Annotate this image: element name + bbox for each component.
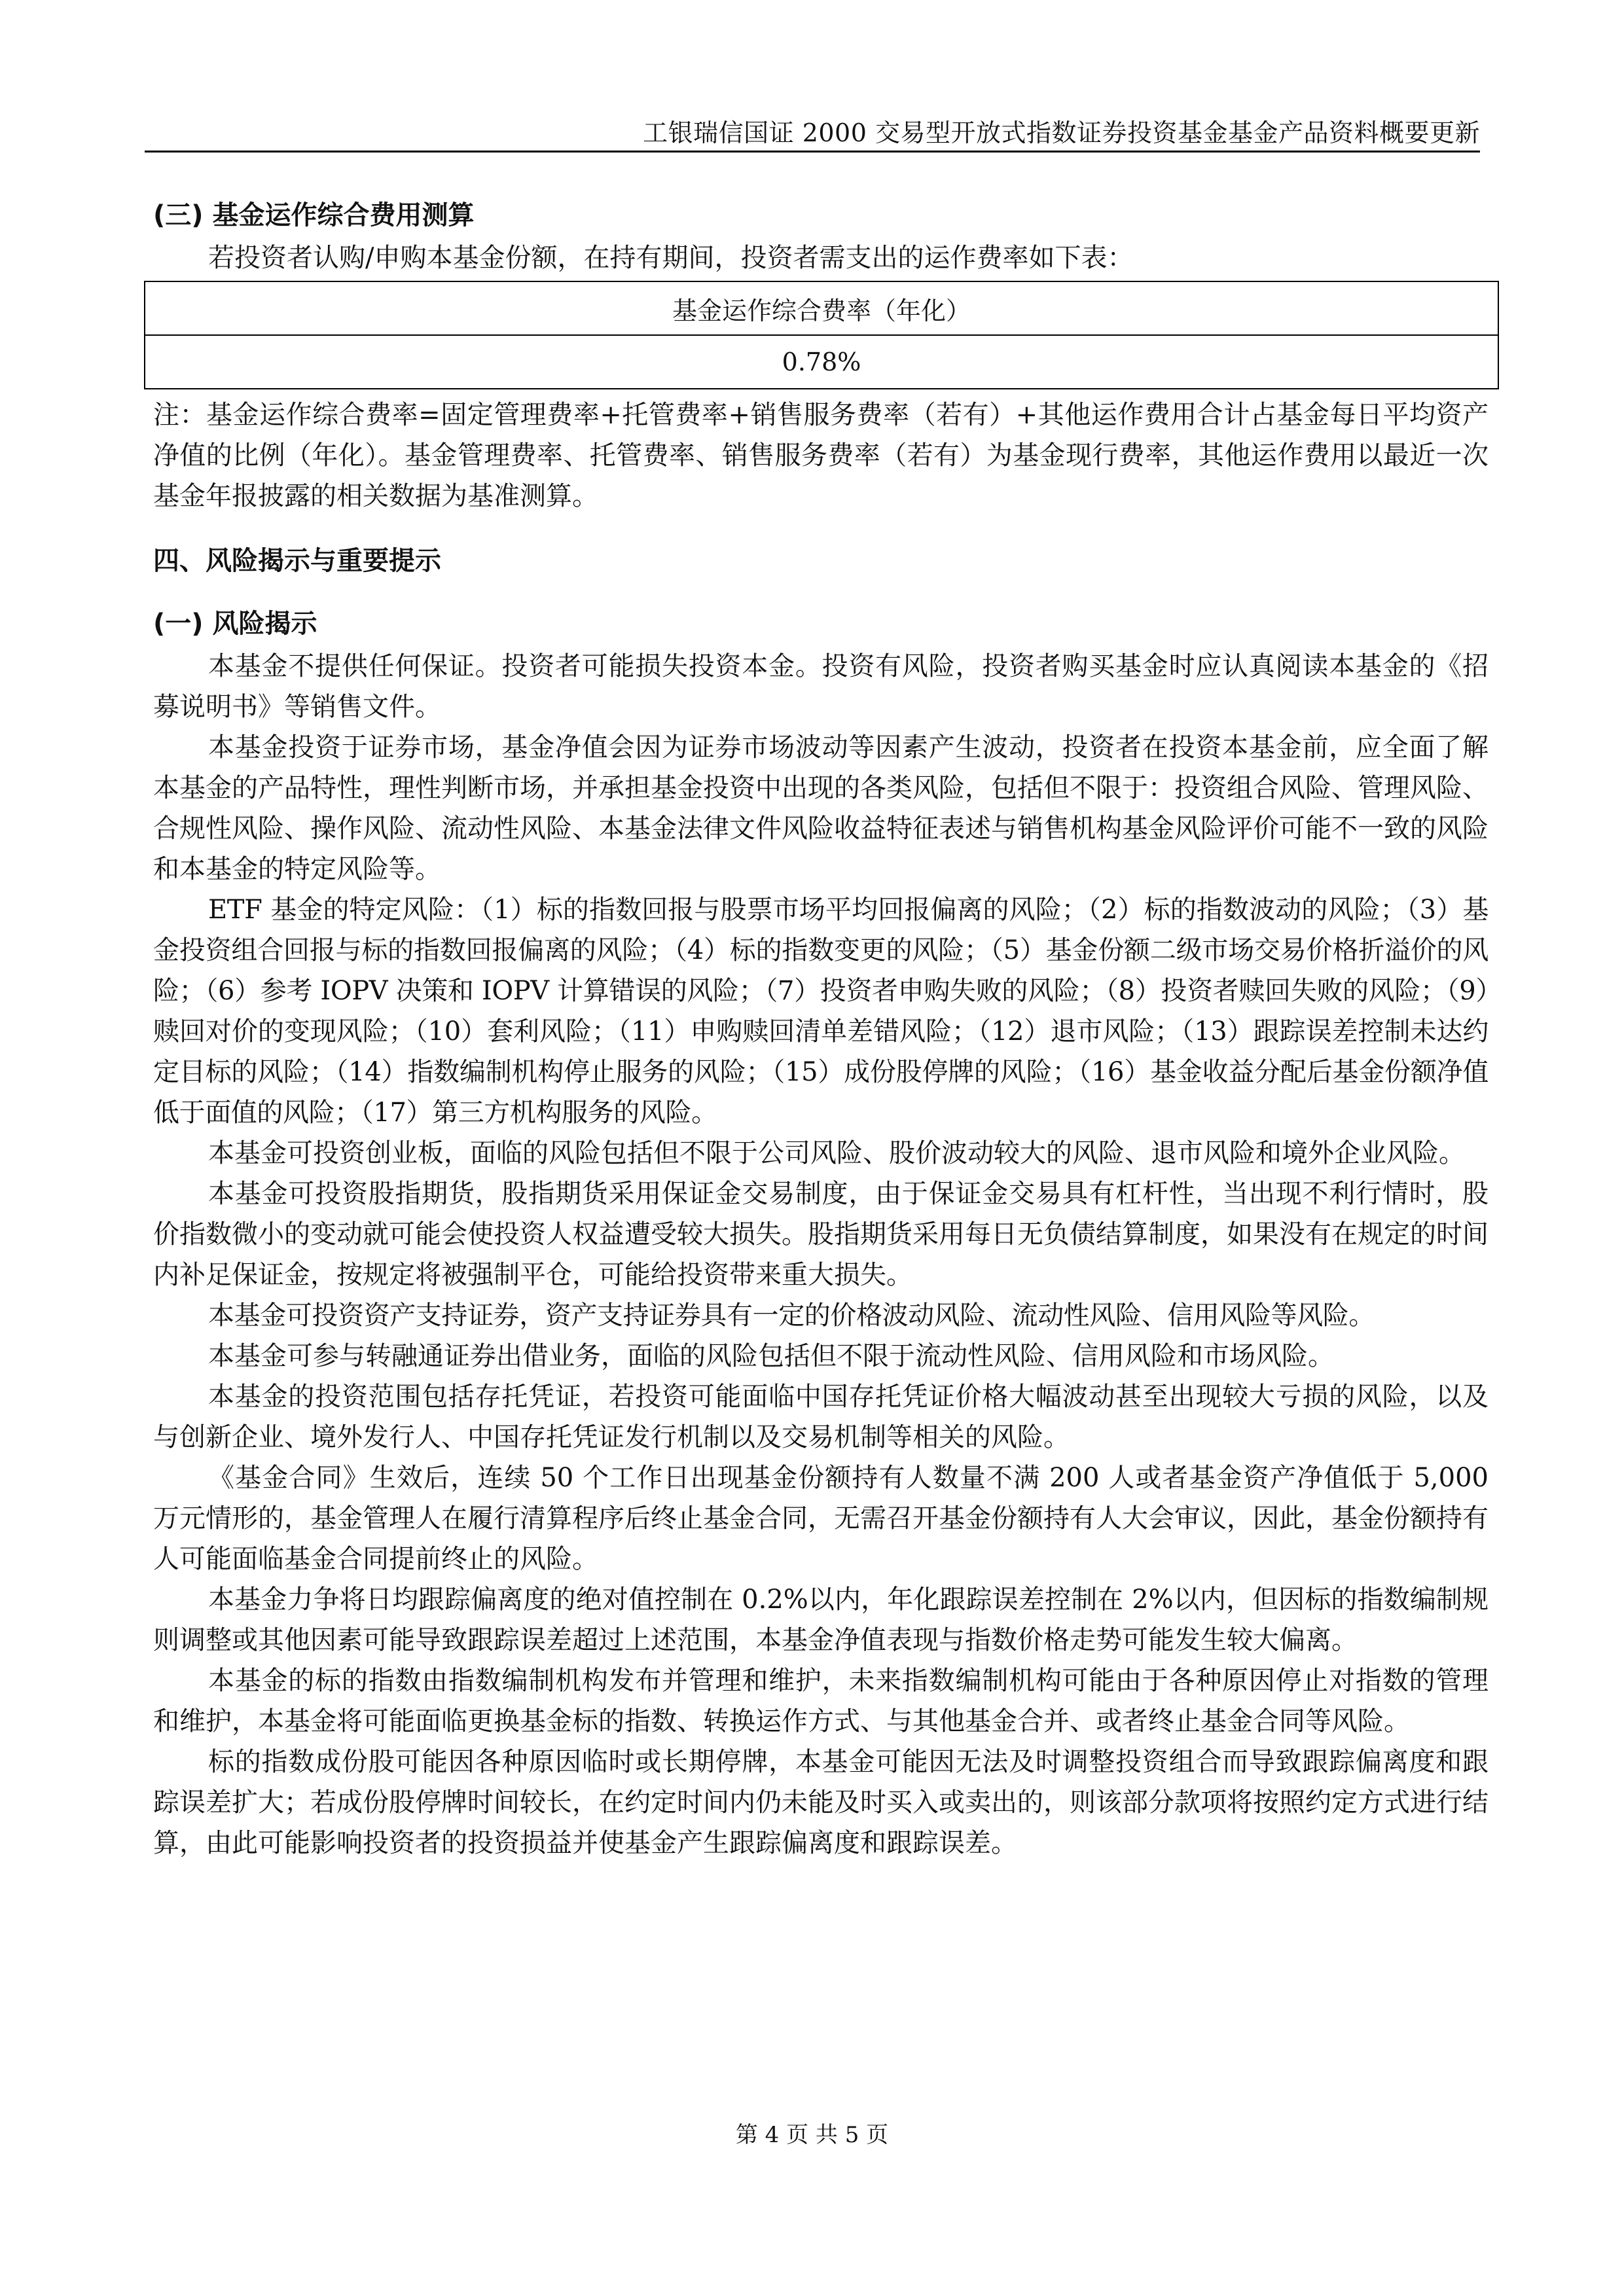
page-content (153, 193, 1489, 1863)
page-header (145, 110, 1480, 152)
fee-table-value-cell: 0.78% (145, 335, 1498, 389)
fee-note: 注：基金运作综合费率=固定管理费率+托管费率+销售服务费率（若有）+其他运作费用合计占基金每日平均资产净值的比例（年化）。基金管理费率、托管费率、销售服务费率（若有）为基金现行费率，其他运作费用以最近一次基金年报披露的相关数据为基准测算。 (153, 400, 1489, 511)
risk-paragraph: 本基金可投资资产支持证券，资产支持证券具有一定的价格波动风险、流动性风险、信用风险等风险。 (208, 1300, 1375, 1331)
fee-table-header-cell: 基金运作综合费率（年化） (145, 281, 1498, 335)
risk-paragraph: ETF 基金的特定风险：（1）标的指数回报与股票市场平均回报偏离的风险；（2）标的指数波动的风险；（3）基金投资组合回报与标的指数回报偏离的风险；（4）标的指数变更的风险；（5）基金份额二级市场交易价格折溢价的风险；（6）参考 IOPV 决策和 IOPV 计算错误的风险；（7）投资者申购失败的风险；（8）投资者赎回失败的风险；（9）赎回对价的变现风险；（10）套利风险；（11）申购赎回清单差错风险；（12）退市风险；（13）跟踪误差控制未达约定目标的风险；（14）指数编制机构停止服务的风险；（15）成份股停牌的风险；（16）基金收益分配后基金份额净值低于面值的风险；（17）第三方机构服务的风险。 (153, 895, 1489, 1128)
risk-paragraph: 本基金不提供任何保证。投资者可能损失投资本金。投资有风险，投资者购买基金时应认真阅读本基金的《招募说明书》等销售文件。 (153, 651, 1489, 722)
risk-paragraph: 本基金的标的指数由指数编制机构发布并管理和维护，未来指数编制机构可能由于各种原因停止对指数的管理和维护，本基金将可能面临更换基金标的指数、转换运作方式、与其他基金合并、或者终止基金合同等风险。 (153, 1666, 1489, 1736)
section-heading-risk: 四、风险揭示与重要提示 (153, 546, 441, 576)
risk-paragraph: 本基金的投资范围包括存托凭证，若投资可能面临中国存托凭证价格大幅波动甚至出现较大亏损的风险，以及与创新企业、境外发行人、中国存托凭证发行机制以及交易机制等相关的风险。 (153, 1382, 1489, 1452)
section-heading-fee-estimate: (三) 基金运作综合费用测算 (153, 200, 475, 230)
risk-paragraph: 本基金力争将日均跟踪偏离度的绝对值控制在 0.2%以内，年化跟踪误差控制在 2%以内，但因标的指数编制规则调整或其他因素可能导致跟踪误差超过上述范围，本基金净值表现与指数价格走势可能发生较大偏离。 (153, 1585, 1489, 1655)
page-number-footer: 第 4 页 共 5 页 (735, 2122, 889, 2148)
risk-paragraph: 本基金投资于证券市场，基金净值会因为证券市场波动等因素产生波动，投资者在投资本基金前，应全面了解本基金的产品特性，理性判断市场，并承担基金投资中出现的各类风险，包括但不限于：投资组合风险、管理风险、合规性风险、操作风险、流动性风险、本基金法律文件风险收益特征表述与销售机构基金风险评价可能不一致的风险和本基金的特定风险等。 (153, 732, 1489, 884)
risk-paragraph: 标的指数成份股可能因各种原因临时或长期停牌，本基金可能因无法及时调整投资组合而导致跟踪偏离度和跟踪误差扩大；若成份股停牌时间较长，在约定时间内仍未能及时买入或卖出的，则该部分款项将按照约定方式进行结算，由此可能影响投资者的投资损益并使基金产生跟踪偏离度和跟踪误差。 (153, 1747, 1489, 1858)
risk-paragraph: 本基金可投资创业板，面临的风险包括但不限于公司风险、股价波动较大的风险、退市风险和境外企业风险。 (208, 1138, 1465, 1168)
risk-paragraph: 本基金可投资股指期货，股指期货采用保证金交易制度，由于保证金交易具有杠杆性，当出现不利行情时，股价指数微小的变动就可能会使投资人权益遭受较大损失。股指期货采用每日无负债结算制度，如果没有在规定的时间内补足保证金，按规定将被强制平仓，可能给投资带来重大损失。 (153, 1179, 1489, 1290)
header-title: 工银瑞信国证 2000 交易型开放式指数证券投资基金基金产品资料概要更新 (643, 118, 1480, 147)
subsection-heading-risk-disclosure: (一) 风险揭示 (153, 609, 317, 639)
fee-table (144, 281, 1499, 389)
risk-paragraph: 《基金合同》生效后，连续 50 个工作日出现基金份额持有人数量不满 200 人或者基金资产净值低于 5,000 万元情形的，基金管理人在履行清算程序后终止基金合同，无需召开基金份额持有人大会审议，因此，基金份额持有人可能面临基金合同提前终止的风险。 (153, 1463, 1489, 1574)
risk-paragraph: 本基金可参与转融通证券出借业务，面临的风险包括但不限于流动性风险、信用风险和市场风险。 (208, 1341, 1334, 1371)
fee-intro-paragraph: 若投资者认购/申购本基金份额，在持有期间，投资者需支出的运作费率如下表： (208, 243, 1134, 273)
fee-table-value-row (145, 335, 1498, 389)
fee-table-header-row (145, 281, 1498, 335)
